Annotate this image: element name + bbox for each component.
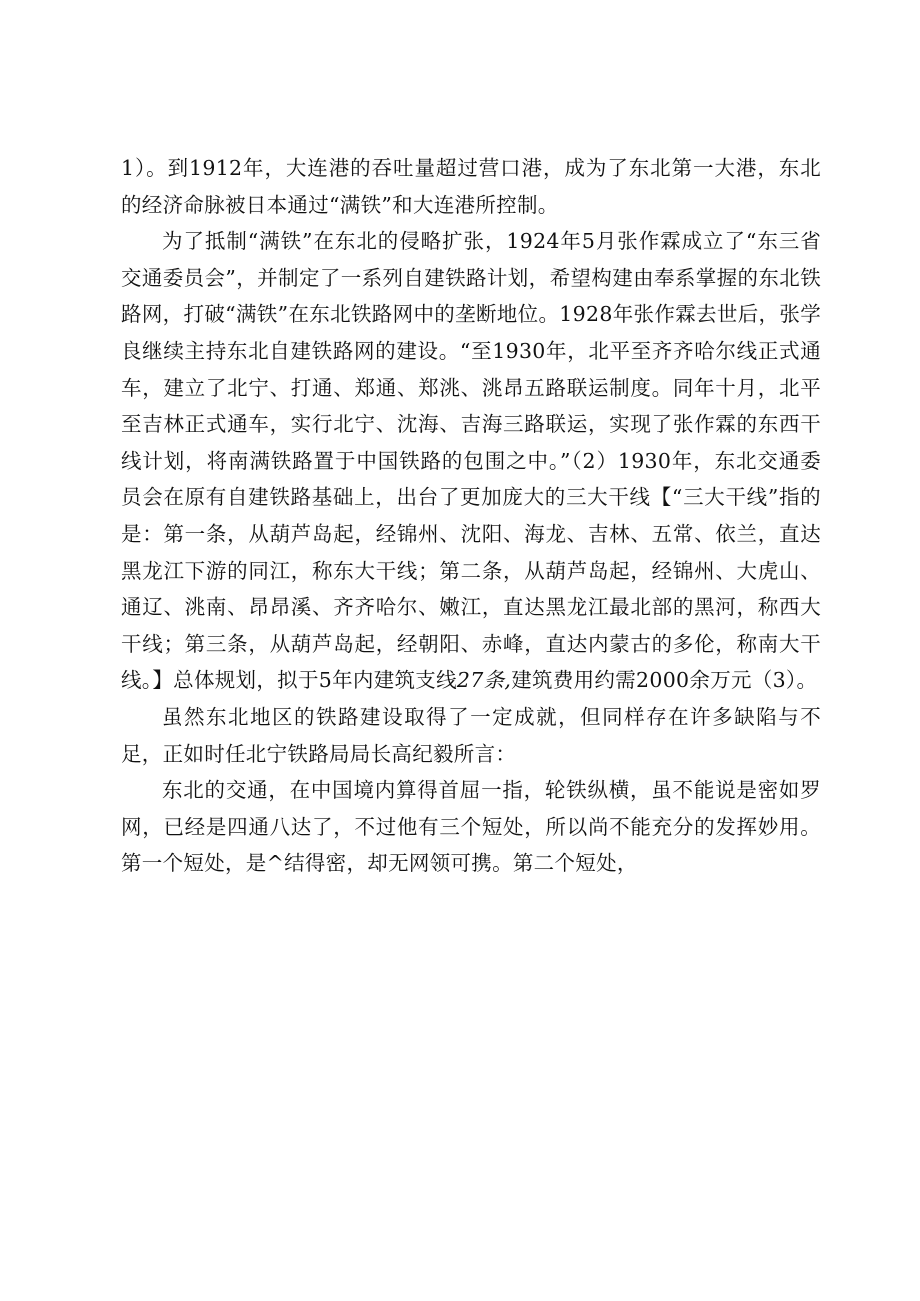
paragraph-3 xyxy=(121,699,821,772)
paragraph-1-text: 1）。到1912年，大连港的吞吐量超过营口港，成为了东北第一大港，东北的经济命脉被日本通过“满铁”和大连港所控制。 xyxy=(121,156,821,217)
body-text xyxy=(121,150,821,882)
paragraph-2-italic-count: 27条, xyxy=(456,668,512,693)
paragraph-1 xyxy=(121,150,821,223)
paragraph-4 xyxy=(121,772,821,882)
paragraph-3-text: 虽然东北地区的铁路建设取得了一定成就，但同样存在许多缺陷与不足，正如时任北宁铁路局局长高纪毅所言： xyxy=(121,704,821,766)
paragraph-2-text-end: 建筑费用约需2000余万元（3）。 xyxy=(511,668,818,693)
paragraph-2-text: 为了抵制“满铁”在东北的侵略扩张，1924年5月张作霖成立了“东三省交通委员会”，并制定了一系列自建铁路计划，希望构建由奉系掌握的东北铁路网，打破“满铁”在东北铁路网中的垄断地位。1928年张作霖去世后，张学良继续主持东北自建铁路网的建设。“至1930年，北平至齐齐哈尔线正式通车，建立了北宁、打通、郑通、郑洮、洮昂五路联运制度。同年十月，北平至吉林正式通车，实行北宁、沈海、吉海三路联运，实现了张作霖的东西干线计划，将南满铁路置于中国铁路的包围之中。”（2）1930年，东北交通委员会在原有自建铁路基础上，出台了更加庞大的三大干线【“三大干线”指的是：第一条，从葫芦岛起，经锦州、沈阳、海龙、吉林、五常、依兰，直达黑龙江下游的同江，称东大干线；第二条，从葫芦岛起，经锦州、大虎山、通辽、洮南、昂昂溪、齐齐哈尔、嫩江，直达黑龙江最北部的黑河，称西大干线；第三条，从葫芦岛起，经朝阳、赤峰，直达内蒙古的多伦，称南大干线。】总体规划，拟于5年内建筑支线 xyxy=(121,229,821,693)
paragraph-2 xyxy=(121,223,821,699)
paragraph-4-text: 东北的交通，在中国境内算得首屈一指，轮铁纵横，虽不能说是密如罗网，已经是四通八达了，不过他有三个短处，所以尚不能充分的发挥妙用。第一个短处，是^结得密，却无网领可携。第二个短处， xyxy=(121,778,821,876)
